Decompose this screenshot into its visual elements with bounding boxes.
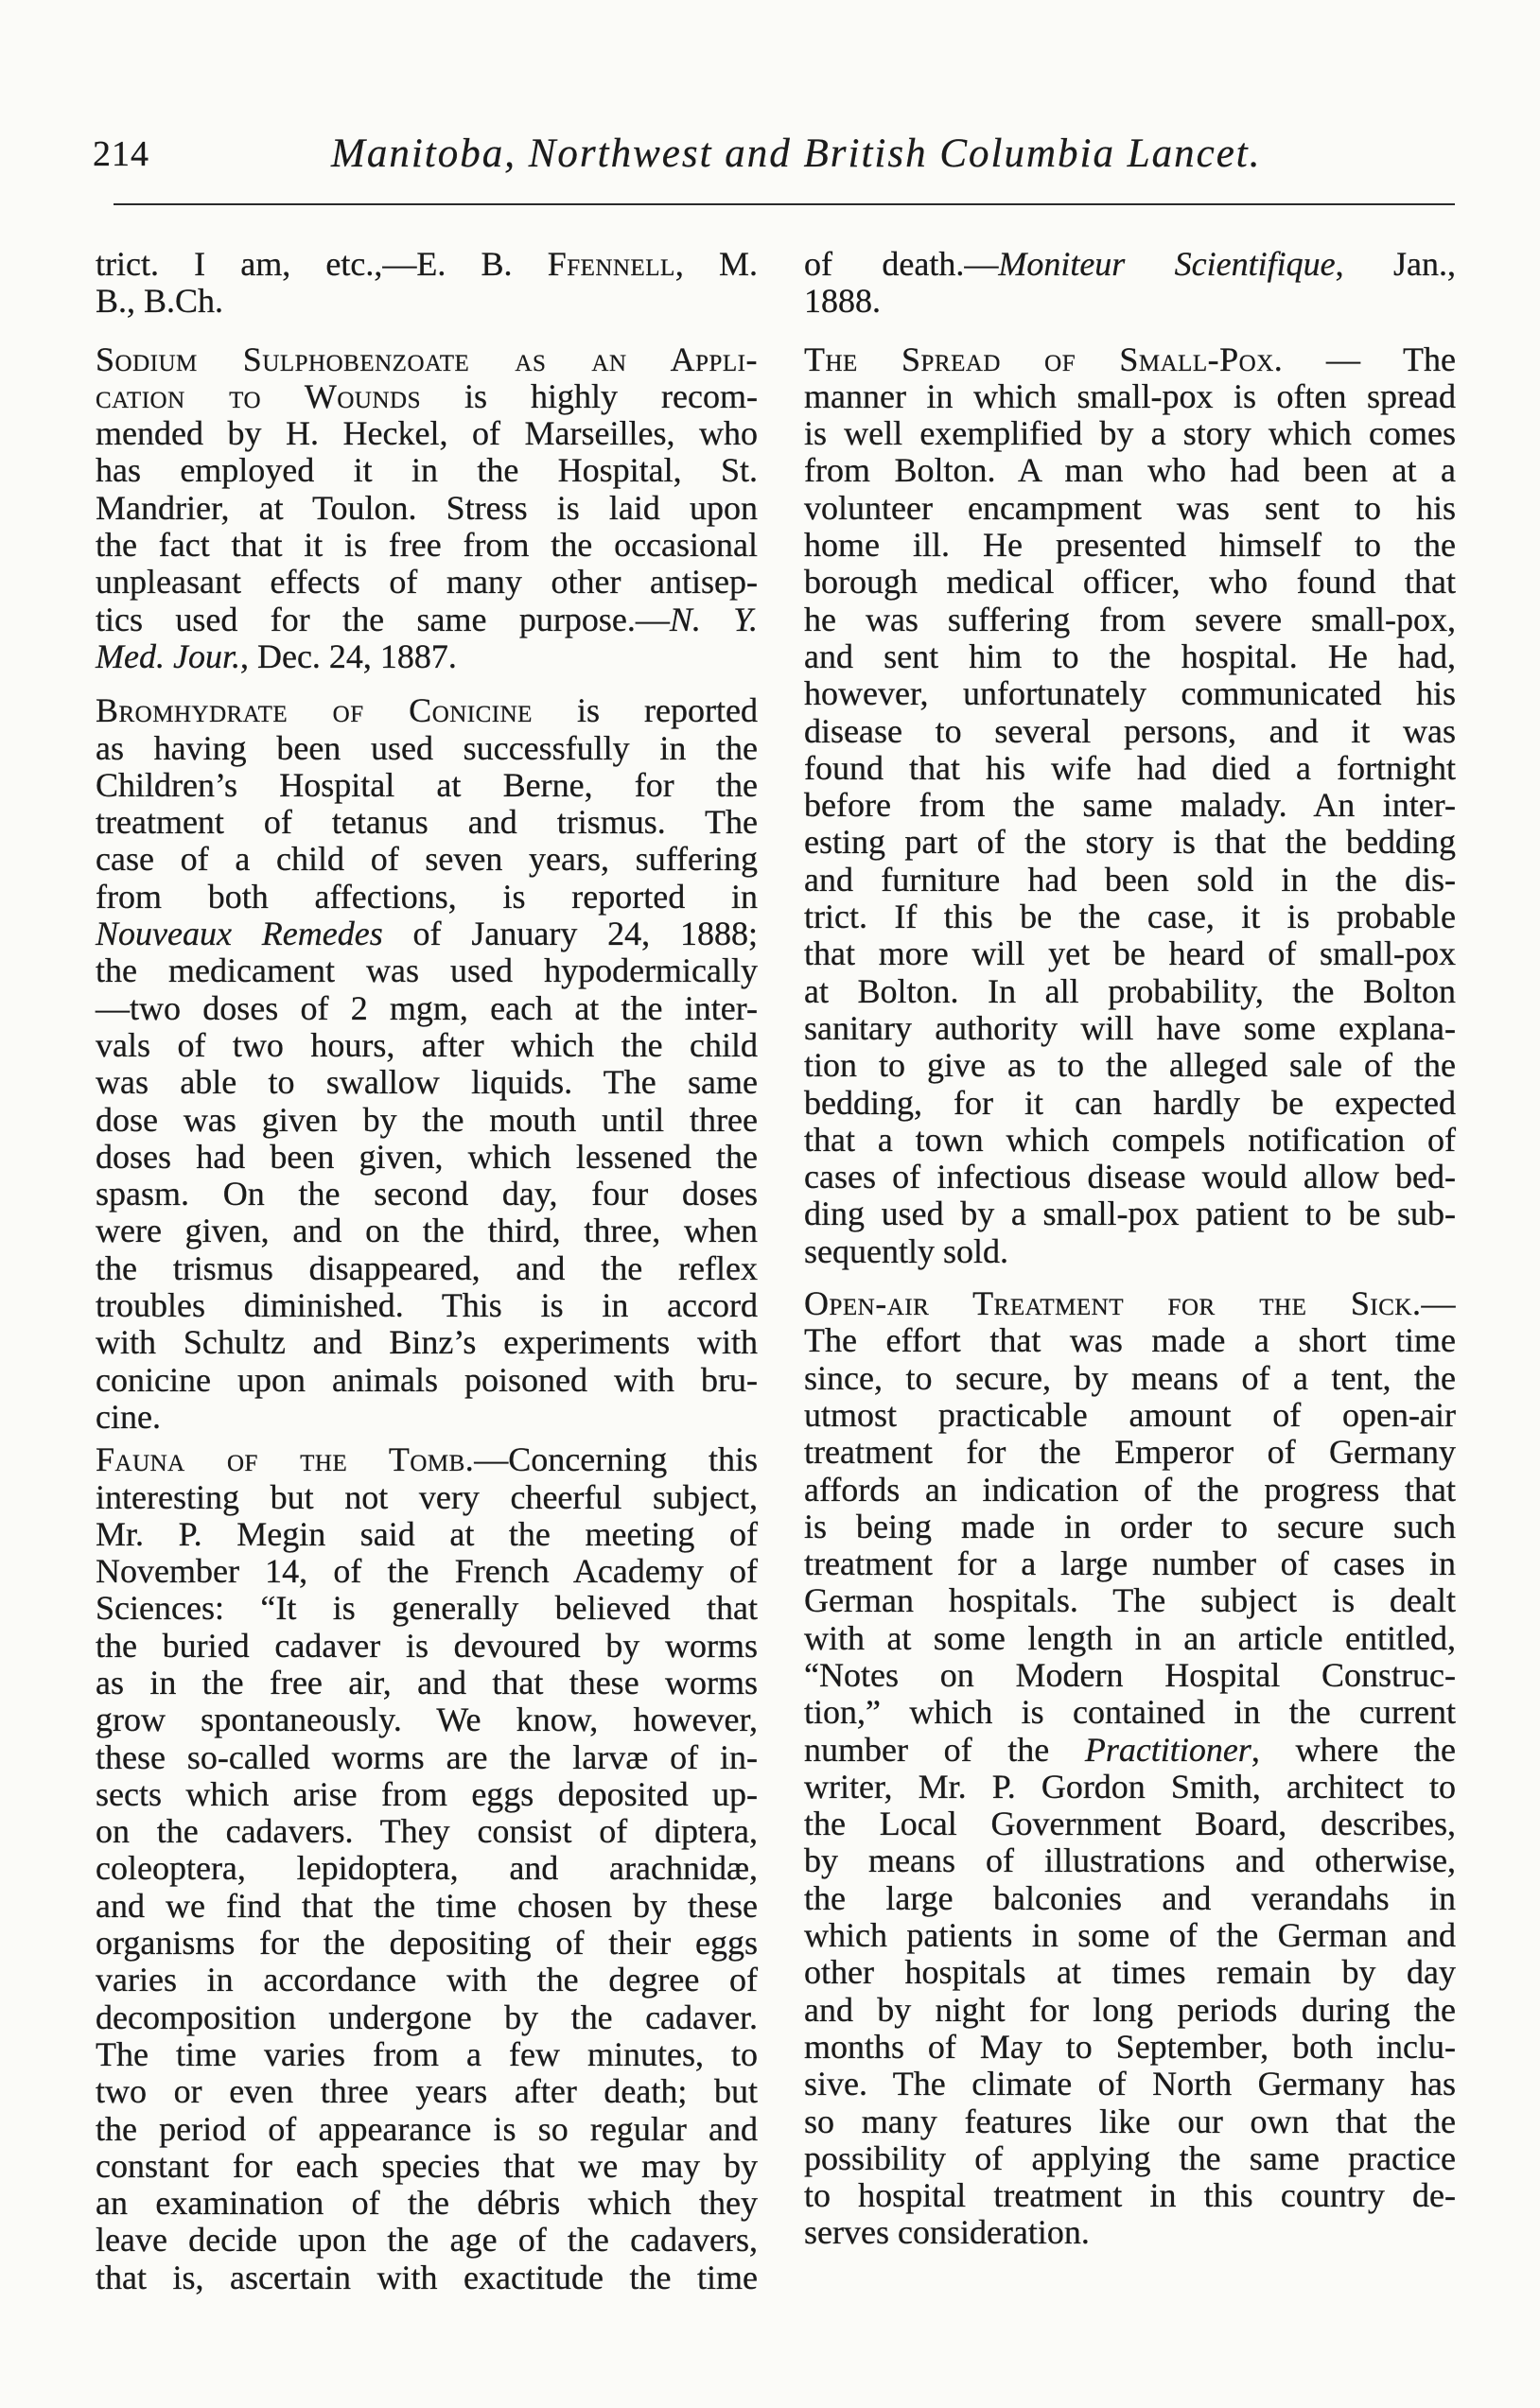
text-line xyxy=(96,2185,758,2222)
text-run: tion,” which is contained in the current xyxy=(804,1693,1456,1732)
text-line xyxy=(804,1047,1456,1084)
text-line xyxy=(804,2140,1456,2177)
text-run: utmost practicable amount of open-air xyxy=(804,1395,1456,1434)
text-run: home ill. He presented himself to the xyxy=(804,526,1456,565)
text-run: interesting but not very cheerful subject, xyxy=(96,1477,758,1516)
text-line xyxy=(96,2148,758,2185)
text-line xyxy=(804,490,1456,527)
text-run: trict. I am, etc.,—E. B. xyxy=(96,245,548,283)
text-run: since, to secure, by means of a tent, the xyxy=(804,1358,1456,1397)
text-line xyxy=(804,787,1456,824)
text-run: to hospital treatment in this country de- xyxy=(804,2176,1456,2215)
text-run: B., B.Ch. xyxy=(96,282,224,321)
text-line xyxy=(96,415,758,452)
text-run: number of the xyxy=(804,1730,1085,1769)
text-line xyxy=(96,246,758,283)
text-line xyxy=(804,1010,1456,1047)
text-run: treatment for the Emperor of Germany xyxy=(804,1433,1456,1472)
text-line xyxy=(96,1479,758,1516)
text-run: the large balconies and verandahs in xyxy=(804,1878,1456,1917)
text-run: and by night for long periods during the xyxy=(804,1990,1456,2029)
text-line xyxy=(804,1657,1456,1694)
text-run: he was suffering from severe small-pox, xyxy=(804,600,1456,638)
text-line xyxy=(804,935,1456,972)
text-line xyxy=(804,1159,1456,1195)
article-paragraph xyxy=(96,341,758,676)
text-run: on the cadavers. They consist of diptera, xyxy=(96,1812,758,1851)
text-run: of January 24, 1888; xyxy=(382,915,758,953)
italic-run: Practitioner xyxy=(1084,1730,1251,1769)
text-line xyxy=(804,1806,1456,1842)
text-run: that more will yet be heard of small-pox xyxy=(804,934,1456,973)
text-run: , where the xyxy=(1251,1730,1456,1769)
text-run: however, unfortunately communicated his xyxy=(804,674,1456,713)
text-line xyxy=(804,246,1456,283)
text-line xyxy=(96,1441,758,1478)
italic-run: N. Y. xyxy=(669,600,758,638)
text-line xyxy=(804,1694,1456,1731)
text-run: so many features like our own that the xyxy=(804,2102,1456,2140)
text-line xyxy=(804,2066,1456,2103)
text-line xyxy=(804,564,1456,601)
text-run: Mr. P. Megin said at the meeting of xyxy=(96,1514,758,1553)
text-run: serves consideration. xyxy=(804,2213,1090,2252)
italic-run: Nouveaux Remedes xyxy=(96,915,383,953)
text-run: , Dec. 24, 1887. xyxy=(239,637,457,675)
text-line xyxy=(804,750,1456,787)
text-run: sanitary authority will have some explana- xyxy=(804,1008,1456,1047)
text-run: as having been used successfully in the xyxy=(96,728,758,767)
article-paragraph xyxy=(804,246,1456,321)
italic-run: Moniteur Scientifique xyxy=(998,245,1336,283)
text-line xyxy=(804,1195,1456,1232)
text-run: these so-called worms are the larvæ of in- xyxy=(96,1737,758,1776)
text-run: as in the free air, and that these worms xyxy=(96,1663,758,1701)
text-line xyxy=(96,1590,758,1627)
text-run: case of a child of seven years, suffering xyxy=(96,840,758,879)
text-line xyxy=(96,1064,758,1101)
text-line xyxy=(96,1999,758,2036)
text-run: constant for each species that we may by xyxy=(96,2146,758,2185)
text-run: cine. xyxy=(96,1397,161,1436)
text-line xyxy=(804,1233,1456,1270)
text-run: —two doses of 2 mgm, each at the inter- xyxy=(96,988,758,1027)
text-run: the period of appearance is so regular and xyxy=(96,2109,758,2148)
text-line xyxy=(804,1085,1456,1122)
text-run: organisms for the depositing of their eggs xyxy=(96,1924,758,1963)
text-line xyxy=(804,2214,1456,2251)
text-run: leave decide upon the age of the cadavers, xyxy=(96,2221,758,2260)
text-line xyxy=(96,1027,758,1064)
text-line xyxy=(96,1362,758,1399)
text-line xyxy=(804,1285,1456,1322)
text-run: —Concerning this xyxy=(474,1440,758,1479)
small-caps-run: cation to Wounds xyxy=(96,376,422,415)
text-run: is well exemplified by a story which comes xyxy=(804,414,1456,453)
text-line xyxy=(96,490,758,527)
text-line xyxy=(804,1769,1456,1806)
article-paragraph xyxy=(804,1285,1456,2252)
left-column xyxy=(96,246,758,2296)
text-line xyxy=(96,527,758,564)
text-run: unpleasant effects of many other antisep- xyxy=(96,563,758,602)
text-line xyxy=(96,952,758,989)
text-line xyxy=(804,1917,1456,1954)
text-line xyxy=(96,2222,758,2259)
text-line xyxy=(804,602,1456,638)
small-caps-run: Ffennell xyxy=(547,245,675,283)
text-line xyxy=(804,1880,1456,1917)
text-line xyxy=(96,767,758,804)
text-line xyxy=(96,1776,758,1813)
text-line xyxy=(804,2103,1456,2140)
text-run: Sciences: “It is generally believed that xyxy=(96,1589,758,1628)
text-run: volunteer encampment was sent to his xyxy=(804,488,1456,527)
text-line xyxy=(96,1287,758,1324)
text-run: sects which arise from eggs deposited up- xyxy=(96,1774,758,1813)
text-run: the fact that it is free from the occasional xyxy=(96,526,758,565)
text-line xyxy=(804,1620,1456,1657)
text-run: esting part of the story is that the bedding xyxy=(804,823,1456,862)
text-line xyxy=(96,990,758,1027)
text-run: troubles diminished. This is in accord xyxy=(96,1286,758,1325)
text-run: affords an indication of the progress that xyxy=(804,1470,1456,1509)
text-line xyxy=(804,1434,1456,1471)
running-title: Manitoba, Northwest and British Columbia Lancet. xyxy=(331,131,1262,176)
text-line xyxy=(96,1628,758,1665)
small-caps-run: Open-air Treatment for the Sick.— xyxy=(804,1284,1456,1323)
text-run: doses had been given, which lessened the xyxy=(96,1137,758,1176)
text-run: was able to swallow liquids. The same xyxy=(96,1063,758,1102)
text-line xyxy=(96,341,758,378)
right-column xyxy=(804,246,1456,2252)
small-caps-run: Sodium Sulphobenzoate as an Appli- xyxy=(96,340,758,378)
text-run: cases of infectious disease would allow bed- xyxy=(804,1158,1456,1196)
text-run: trict. If this be the case, it is probable xyxy=(804,898,1456,936)
text-run: writer, Mr. P. Gordon Smith, architect to xyxy=(804,1767,1456,1806)
text-line xyxy=(96,2260,758,2296)
text-line xyxy=(96,879,758,916)
text-line xyxy=(804,899,1456,935)
text-line xyxy=(96,1962,758,1998)
text-run: Children’s Hospital at Berne, for the xyxy=(96,765,758,804)
text-run: 1888. xyxy=(804,282,881,321)
text-run: , M. xyxy=(674,245,758,283)
text-run: The time varies from a few minutes, to xyxy=(96,2034,758,2073)
text-run: that a town which compels notification of xyxy=(804,1120,1456,1159)
text-line xyxy=(804,638,1456,675)
text-line xyxy=(804,415,1456,452)
text-line xyxy=(804,675,1456,712)
text-run: with at some length in an article entitled, xyxy=(804,1618,1456,1657)
text-run: treatment for a large number of cases in xyxy=(804,1544,1456,1583)
text-line xyxy=(96,1925,758,1962)
small-caps-run: The Spread of Small-Pox. xyxy=(804,340,1284,378)
text-line xyxy=(804,341,1456,378)
text-run: the trismus disappeared, and the reflex xyxy=(96,1248,758,1287)
text-run: vals of two hours, after which the child xyxy=(96,1025,758,1064)
small-caps-run: Fauna of the Tomb. xyxy=(96,1440,475,1479)
text-run: from both affections, is reported in xyxy=(96,877,758,916)
text-line xyxy=(96,638,758,675)
text-line xyxy=(804,452,1456,489)
text-run: which patients in some of the German and xyxy=(804,1916,1456,1955)
text-run: Mandrier, at Toulon. Stress is laid upon xyxy=(96,488,758,527)
text-line xyxy=(804,283,1456,320)
text-line xyxy=(804,1582,1456,1619)
text-run: manner in which small-pox is often spread xyxy=(804,376,1456,415)
text-line xyxy=(804,1992,1456,2029)
text-run: by means of illustrations and otherwise, xyxy=(804,1841,1456,1880)
text-line xyxy=(804,2177,1456,2214)
text-run: the medicament was used hypodermically xyxy=(96,951,758,990)
text-run: with Schultz and Binz’s experiments with xyxy=(96,1323,758,1362)
text-line xyxy=(96,1553,758,1590)
text-line xyxy=(96,1850,758,1887)
text-line xyxy=(804,713,1456,750)
text-run: other hospitals at times remain by day xyxy=(804,1953,1456,1992)
article-paragraph xyxy=(96,1441,758,2296)
text-line xyxy=(96,1324,758,1361)
text-run: — The xyxy=(1283,340,1456,378)
text-line xyxy=(96,1176,758,1213)
text-line xyxy=(804,1360,1456,1397)
text-run: has employed it in the Hospital, St. xyxy=(96,451,758,490)
text-line xyxy=(96,602,758,638)
text-run: and furniture had been sold in the dis- xyxy=(804,860,1456,899)
text-run: two or even three years after death; but xyxy=(96,2072,758,2111)
text-run: grow spontaneously. We know, however, xyxy=(96,1701,758,1739)
text-line xyxy=(96,1139,758,1176)
text-run: tics used for the same purpose.— xyxy=(96,600,670,638)
small-caps-run: Bromhydrate of Conicine xyxy=(96,691,533,730)
text-line xyxy=(96,841,758,878)
text-run: the buried cadaver is devoured by worms xyxy=(96,1626,758,1665)
text-line xyxy=(96,1213,758,1249)
text-run: found that his wife had died a fortnight xyxy=(804,748,1456,787)
text-line xyxy=(804,1732,1456,1769)
text-line xyxy=(96,2073,758,2110)
text-run: ding used by a small-pox patient to be sub- xyxy=(804,1195,1456,1233)
text-run: dose was given by the mouth until three xyxy=(96,1100,758,1139)
text-line xyxy=(96,452,758,489)
text-line xyxy=(804,527,1456,564)
text-line xyxy=(96,2111,758,2148)
text-line xyxy=(804,1509,1456,1545)
text-line xyxy=(96,1739,758,1776)
text-run: the Local Government Board, describes, xyxy=(804,1805,1456,1843)
article-paragraph xyxy=(96,692,758,1436)
text-run: an examination of the débris which they xyxy=(96,2184,758,2223)
text-run: that is, ascertain with exactitude the time xyxy=(96,2258,758,2296)
text-line xyxy=(96,564,758,601)
text-run: coleoptera, lepidoptera, and arachnidæ, xyxy=(96,1849,758,1888)
text-line xyxy=(804,1545,1456,1582)
text-run: varies in accordance with the degree of xyxy=(96,1961,758,1999)
text-line xyxy=(96,1665,758,1701)
text-run: before from the same malady. An inter- xyxy=(804,786,1456,825)
text-line xyxy=(96,1399,758,1436)
text-run: The effort that was made a short time xyxy=(804,1321,1456,1360)
text-line xyxy=(96,1102,758,1139)
text-run: possibility of applying the same practice xyxy=(804,2138,1456,2177)
text-run: borough medical officer, who found that xyxy=(804,563,1456,602)
text-run: , Jan., xyxy=(1335,245,1456,283)
text-line xyxy=(96,1813,758,1850)
text-line xyxy=(804,1397,1456,1434)
text-run: is reported xyxy=(532,691,758,730)
text-line xyxy=(804,862,1456,899)
text-line xyxy=(96,1516,758,1553)
text-run: tion to give as to the alleged sale of the xyxy=(804,1046,1456,1085)
text-run: at Bolton. In all probability, the Bolton xyxy=(804,971,1456,1010)
text-line xyxy=(96,1888,758,1925)
article-paragraph xyxy=(804,341,1456,1270)
text-run: sequently sold. xyxy=(804,1231,1008,1270)
text-line xyxy=(804,378,1456,415)
text-run: from Bolton. A man who had been at a xyxy=(804,451,1456,490)
text-run: “Notes on Modern Hospital Construc- xyxy=(804,1655,1456,1694)
text-line xyxy=(96,1701,758,1738)
text-run: and sent him to the hospital. He had, xyxy=(804,637,1456,675)
page-number: 214 xyxy=(93,134,149,174)
text-line xyxy=(96,916,758,952)
text-run: November 14, of the French Academy of xyxy=(96,1552,758,1591)
article-paragraph xyxy=(96,246,758,321)
text-line xyxy=(804,1322,1456,1359)
text-line xyxy=(804,1472,1456,1509)
text-line xyxy=(804,1954,1456,1991)
text-line xyxy=(804,824,1456,861)
text-run: is being made in order to secure such xyxy=(804,1507,1456,1545)
text-line xyxy=(96,730,758,767)
text-run: conicine upon animals poisoned with bru- xyxy=(96,1360,758,1399)
text-run: of death.— xyxy=(804,245,999,283)
text-run: bedding, for it can hardly be expected xyxy=(804,1083,1456,1122)
text-line xyxy=(96,283,758,320)
text-line xyxy=(804,1122,1456,1159)
text-line xyxy=(96,804,758,841)
italic-run: Med. Jour. xyxy=(96,637,240,675)
text-run: spasm. On the second day, four doses xyxy=(96,1175,758,1213)
text-line xyxy=(804,973,1456,1010)
text-line xyxy=(96,2036,758,2073)
text-line xyxy=(96,692,758,729)
text-run: were given, and on the third, three, when xyxy=(96,1212,758,1250)
text-run: disease to several persons, and it was xyxy=(804,711,1456,750)
text-line xyxy=(96,1250,758,1287)
text-run: months of May to September, both inclu- xyxy=(804,2027,1456,2066)
text-run: decomposition undergone by the cadaver. xyxy=(96,1998,758,2036)
text-run: German hospitals. The subject is dealt xyxy=(804,1581,1456,1620)
text-line xyxy=(804,1842,1456,1879)
text-run: is highly recom- xyxy=(421,376,758,415)
text-line xyxy=(804,2029,1456,2066)
text-run: treatment of tetanus and trismus. The xyxy=(96,803,758,842)
text-run: mended by H. Heckel, of Marseilles, who xyxy=(96,414,758,453)
text-run: sive. The climate of North Germany has xyxy=(804,2065,1456,2103)
text-line xyxy=(96,378,758,415)
text-run: and we find that the time chosen by these xyxy=(96,1886,758,1925)
header-rule xyxy=(114,203,1455,205)
